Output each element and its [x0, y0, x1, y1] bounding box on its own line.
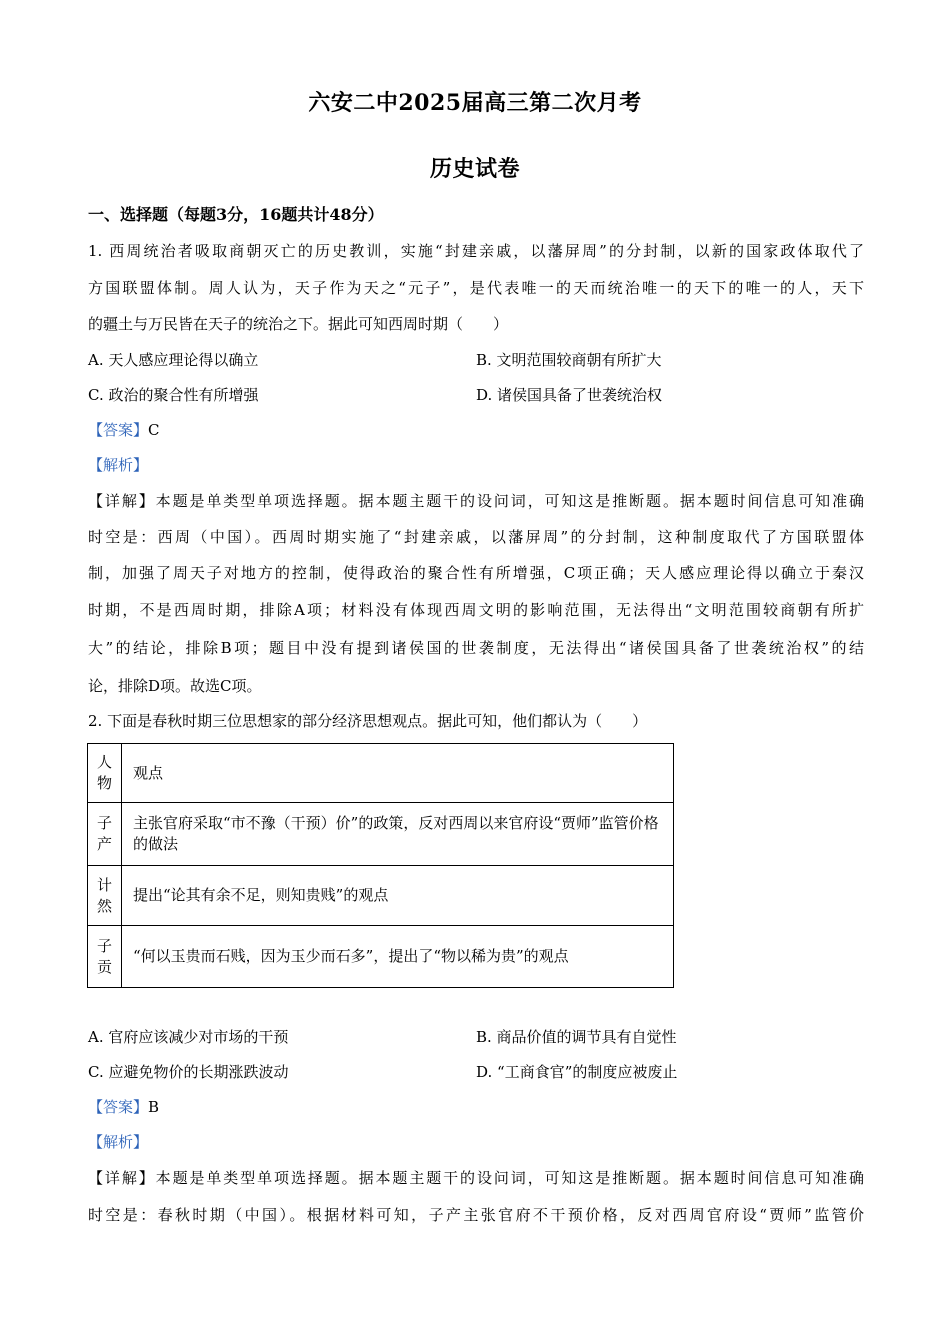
table-cell-content: 提出“论其有余不足，则知贵贱”的观点: [122, 866, 674, 926]
table-cell-name-text: 子贡: [96, 936, 112, 976]
table-row: [88, 926, 674, 988]
q1-analysis-tag: 【解析】: [88, 456, 149, 474]
q1-detail-line-6: 论，排除D项。故选C项。: [88, 677, 262, 695]
section-heading: 一、选择题（每题3分，16题共计48分）: [88, 205, 384, 224]
q1-detail-line-1: [88, 491, 864, 511]
exam-title: 六安二中2025届高三第二次月考: [308, 90, 642, 116]
q2-detail-line-2: 时空是：春秋时期（中国）。根据材料可知，子产主张官府不干预价格，反对西周官府设“贾师”监管价: [88, 1206, 864, 1224]
q1-detail-line-4: 时期，不是西周时期，排除A项；材料没有体现西周文明的影响范围，无法得出“文明范围较商朝有所扩: [88, 601, 864, 619]
q1-option-d: D. 诸侯国具备了世袭统治权: [476, 386, 663, 404]
q1-stem-line-2: 方国联盟体制。周人认为，天子作为天之“元子”，是代表唯一的天而统治唯一的天下的唯一的人，天下: [88, 279, 864, 297]
q1-analysis-line: [88, 455, 864, 475]
q1-answer-line: [88, 420, 864, 440]
table-header-row: [88, 744, 674, 803]
q1-detail-text-1: 本题是单类型单项选择题。据本题主题干的设问词，可知这是推断题。据本题时间信息可知准确: [155, 492, 864, 510]
q2-answer-tag: 【答案】: [88, 1098, 149, 1116]
q2-analysis-tag: 【解析】: [88, 1133, 149, 1151]
q2-answer-line: [88, 1097, 864, 1117]
q1-option-b: B. 文明范围较商朝有所扩大: [476, 351, 662, 369]
table-cell-content: “何以玉贵而石贱，因为玉少而石多”，提出了“物以稀为贵”的观点: [122, 926, 674, 988]
table-cell-content: 主张官府采取“市不豫（干预）价”的政策，反对西周以来官府设“贾师”监管价格的做法: [122, 803, 674, 866]
q1-answer-tag: 【答案】: [88, 421, 149, 439]
q1-detail-line-3: 制，加强了周天子对地方的控制，使得政治的聚合性有所增强，C项正确；天人感应理论得以确立于秦汉: [88, 564, 864, 582]
q2-analysis-line: [88, 1132, 864, 1152]
q1-option-a: A. 天人感应理论得以确立: [88, 351, 259, 369]
table-cell-name-text: 子产: [96, 814, 112, 853]
q2-detail-line-1: [88, 1168, 864, 1188]
q1-stem-line-3: 的疆土与万民皆在天子的统治之下。据此可知西周时期（ ）: [88, 315, 509, 333]
q2-detail-tag: 【详解】: [88, 1169, 156, 1187]
table-cell-name: [88, 926, 122, 988]
q1-answer: C: [148, 421, 160, 439]
table-header-name: [88, 744, 122, 803]
q2-table: [87, 743, 674, 988]
table-header-name-text: 人物: [96, 753, 112, 792]
q1-detail-tag: 【详解】: [88, 492, 156, 510]
q2-detail-text-1: 本题是单类型单项选择题。据本题主题干的设问词，可知这是推断题。据本题时间信息可知准确: [155, 1169, 864, 1187]
table-row: [88, 803, 674, 866]
table-cell-name: [88, 803, 122, 866]
exam-subtitle: 历史试卷: [429, 156, 520, 182]
q2-answer: B: [148, 1098, 160, 1116]
q2-option-c: C. 应避免物价的长期涨跌波动: [88, 1063, 289, 1081]
q1-stem-line-1: 1. 西周统治者吸取商朝灭亡的历史教训，实施“封建亲戚，以藩屏周”的分封制，以新的国家政体取代了: [88, 242, 864, 260]
q2-option-b: B. 商品价值的调节具有自觉性: [476, 1028, 677, 1046]
q1-option-c: C. 政治的聚合性有所增强: [88, 386, 259, 404]
table-header-content: 观点: [122, 744, 674, 803]
table-row: [88, 866, 674, 926]
q1-detail-line-2: 时空是：西周（中国）。西周时期实施了“封建亲戚，以藩屏周”的分封制，这种制度取代了方国联盟体: [88, 528, 864, 546]
table-cell-name-text: 计然: [96, 875, 112, 915]
table-cell-name: [88, 866, 122, 926]
q2-option-d: D. “工商食官”的制度应被废止: [476, 1063, 678, 1081]
q1-detail-line-5: 大”的结论，排除B项；题目中没有提到诸侯国的世袭制度，无法得出“诸侯国具备了世袭统治权”的结: [88, 639, 864, 657]
q2-stem: 2. 下面是春秋时期三位思想家的部分经济思想观点。据此可知，他们都认为（ ）: [88, 712, 648, 730]
q2-option-a: A. 官府应该减少对市场的干预: [88, 1028, 289, 1046]
